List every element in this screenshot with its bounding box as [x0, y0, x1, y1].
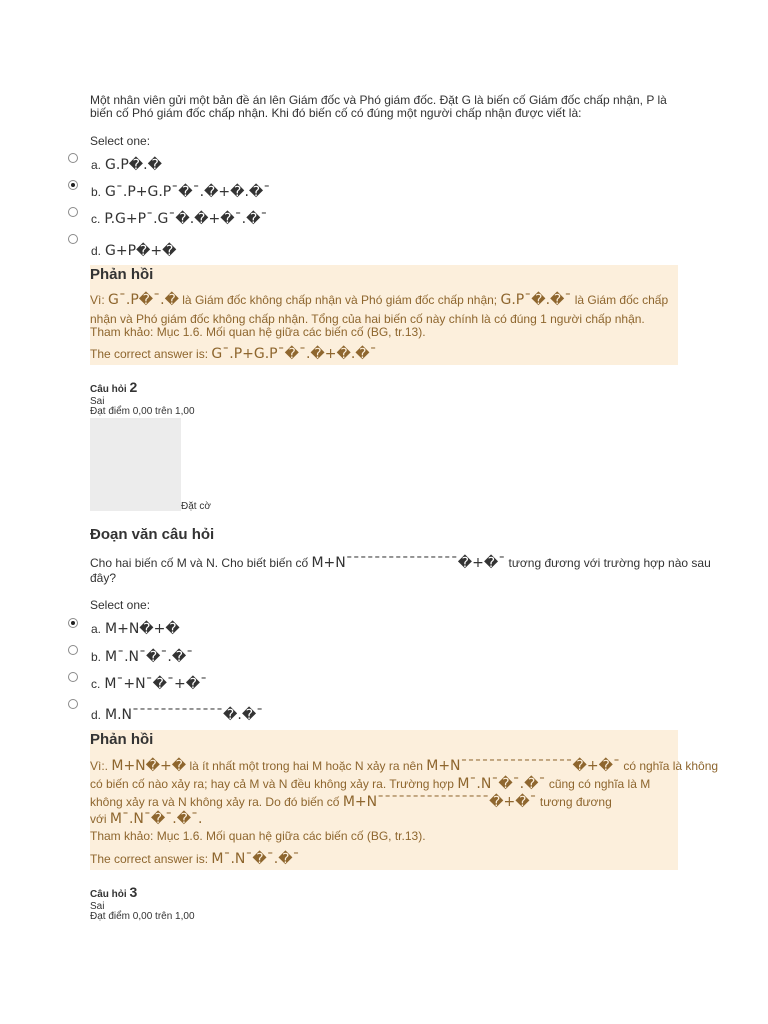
- q1-option-a-math: G.P�.�: [105, 157, 162, 173]
- q1-option-a-radio[interactable]: [68, 153, 78, 163]
- q2-option-b-math: M¯.N¯�¯.�¯: [105, 649, 194, 665]
- q2-option-c-radio[interactable]: [68, 672, 78, 682]
- question-2-text: Cho hai biến cố M và N. Cho biết biến cố M+N¯¯¯¯¯¯¯¯¯¯¯¯¯¯¯¯�+�¯ tương đương với trường hợp nào sau đây?: [90, 555, 711, 585]
- q1-option-a[interactable]: a. G.P�.�: [91, 157, 162, 173]
- q1-feedback-title: Phản hồi: [90, 266, 154, 283]
- question-1-text: Một nhân viên gửi một bản đề án lên Giám đốc và Phó giám đốc. Đặt G là biến cố Giám đốc chấp nhận, P là biến cố Phó giám đốc chấp nhận. Khi đó biến cố có đúng một người chấp nhận được viết là:: [90, 93, 667, 120]
- q1-option-b-radio[interactable]: [68, 180, 78, 190]
- question-text-heading: Đoạn văn câu hỏi: [90, 526, 215, 543]
- q1-option-c[interactable]: c. P.G+P¯.G¯�.�+�¯.�¯: [91, 211, 268, 227]
- q2-option-a-math: M+N�+�: [105, 621, 180, 637]
- q2-option-c-math: M¯+N¯�¯+�¯: [104, 676, 208, 692]
- q2-option-c[interactable]: c. M¯+N¯�¯+�¯: [91, 676, 208, 692]
- question-2-info-panel: [90, 418, 181, 511]
- q2-correct-answer: The correct answer is: M¯.N¯�¯.�¯: [90, 851, 300, 867]
- q1-option-b-math: G¯.P+G.P¯�¯.�+�.�¯: [105, 184, 271, 200]
- q2-option-b[interactable]: b. M¯.N¯�¯.�¯: [91, 649, 194, 665]
- q1-correct-answer: The correct answer is: G¯.P+G.P¯�¯.�+�.�¯: [90, 346, 377, 362]
- q2-option-b-radio[interactable]: [68, 645, 78, 655]
- select-one-label: Select one:: [90, 134, 151, 148]
- q1-feedback-body: Vì: G¯.P�¯.� là Giám đốc không chấp nhận và Phó giám đốc chấp nhận; G.P¯�.�¯ là Giám đốc chấp nhận và Phó giám đốc không chấp nhận. Tổng của hai biến cố này chính là có đúng 1 người chấp nhận. Tham khảo: Mục 1.6. Mối quan hệ giữa các biến cố (BG, tr.13). The correct answer is: G¯.P+G.P¯�¯.�+�.�¯: [90, 292, 669, 362]
- question-2-header: Câu hỏi 2: [90, 379, 138, 395]
- q1-option-c-radio[interactable]: [68, 207, 78, 217]
- q1-option-d-math: G+P�+�: [105, 243, 177, 259]
- q2-option-a-radio[interactable]: [68, 618, 78, 628]
- question-3-points: Đạt điểm 0,00 trên 1,00: [90, 911, 195, 922]
- question-3-header: Câu hỏi 3: [90, 884, 138, 900]
- q2-option-d[interactable]: d. M.N¯¯¯¯¯¯¯¯¯¯¯¯¯�.�¯: [91, 707, 264, 723]
- question-3-status: Sai: [90, 901, 105, 912]
- q2-feedback-title: Phản hồi: [90, 731, 154, 748]
- q2-option-d-math: M.N¯¯¯¯¯¯¯¯¯¯¯¯¯�.�¯: [105, 707, 264, 723]
- q2-feedback-body: Vì:. M+N�+� là ít nhất một trong hai M hoặc N xảy ra nên M+N¯¯¯¯¯¯¯¯¯¯¯¯¯¯¯¯�+�¯ có nghĩa là không có biến cố nào xảy ra; hay cả M và N đều không xảy ra. Trường hợp M¯.N¯�¯.�¯ cũng có nghĩa là M không xảy ra và N không xảy ra. Do đó biến cố M+N¯¯¯¯¯¯¯¯¯¯¯¯¯¯¯¯�+�¯ tương đương với M¯.N¯�¯.�¯. Tham khảo: Mục 1.6. Mối quan hệ giữa các biến cố (BG, tr.13). The correct answer is: M¯.N¯�¯.�¯: [90, 758, 719, 867]
- q2-option-d-radio[interactable]: [68, 699, 78, 709]
- flag-question-link[interactable]: Đặt cờ: [181, 501, 211, 512]
- question-2-status: Sai: [90, 396, 105, 407]
- select-one-label: Select one:: [90, 598, 151, 612]
- q1-option-c-math: P.G+P¯.G¯�.�+�¯.�¯: [104, 211, 268, 227]
- q1-option-d-radio[interactable]: [68, 234, 78, 244]
- question-2-points: Đạt điểm 0,00 trên 1,00: [90, 406, 195, 417]
- q2-option-a[interactable]: a. M+N�+�: [91, 621, 180, 637]
- q1-option-d[interactable]: d. G+P�+�: [91, 243, 177, 259]
- q1-option-b[interactable]: b. G¯.P+G.P¯�¯.�+�.�¯: [91, 184, 271, 200]
